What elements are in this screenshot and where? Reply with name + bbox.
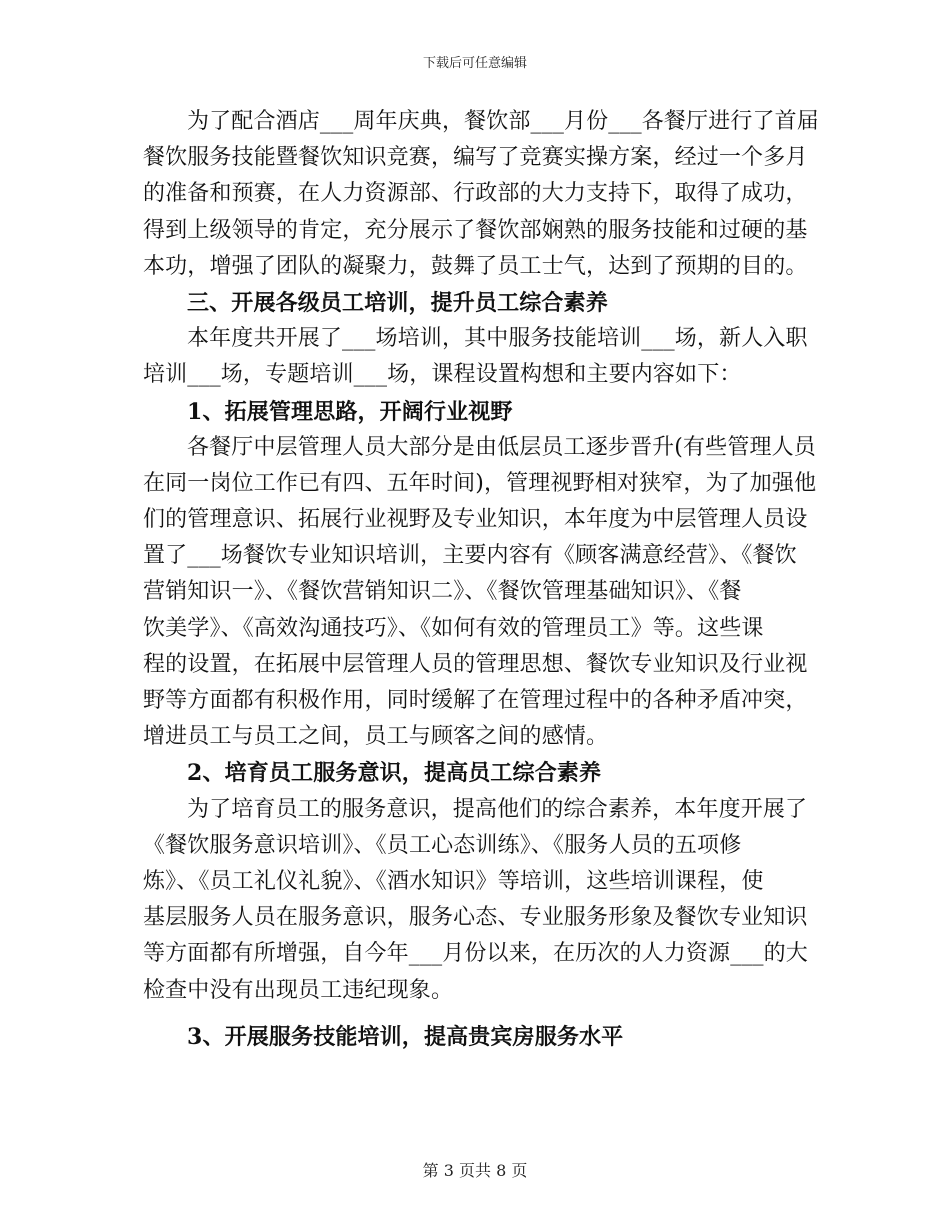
subsection-heading: 1、拓展管理思路，开阔行业视野 <box>187 398 513 425</box>
paragraph-line: 基层服务人员在服务意识，服务心态、专业服务形象及餐饮专业知识 <box>143 905 808 931</box>
paragraph-line: 增进员工与员工之间，员工与顾客之间的感情。 <box>143 724 609 750</box>
paragraph-line: 饮美学》、《高效沟通技巧》、《如何有效的管理员工》等。这些课 <box>143 615 764 641</box>
paragraph-line: 本功，增强了团队的凝聚力，鼓舞了员工士气，达到了预期的目的。 <box>143 253 808 279</box>
subsection-heading: 2、培育员工服务意识，提高员工综合素养 <box>187 760 602 787</box>
paragraph-line: 为了配合酒店___周年庆典，餐饮部___月份___各餐厅进行了首届 <box>187 109 819 134</box>
paragraph-line: 各餐厅中层管理人员大部分是由低层员工逐步晋升(有些管理人员 <box>187 434 816 460</box>
paragraph-line: 野等方面都有积极作用，同时缓解了在管理过程中的各种矛盾冲突， <box>143 688 808 713</box>
paragraph-line: 在同一岗位工作已有四、五年时间)，管理视野相对狭窄，为了加强他 <box>143 470 817 496</box>
page-footer: 第 3 页共 8 页 <box>422 1161 528 1180</box>
paragraph-gap <box>143 1009 809 1019</box>
subsection-heading: 3、开展服务技能培训，提高贵宾房服务水平 <box>187 1023 624 1050</box>
paragraph-line: 检查中没有出现员工违纪现象。 <box>143 977 454 1003</box>
paragraph-line: 置了___场餐饮专业知识培训，主要内容有《顾客满意经营》、《餐饮 <box>143 543 797 569</box>
document-body <box>143 104 819 1055</box>
paragraph-line: 的准备和预赛，在人力资源部、行政部的大力支持下，取得了成功， <box>143 181 808 207</box>
paragraph-line: 为了培育员工的服务意识，提高他们的综合素养，本年度开展了 <box>187 796 808 822</box>
page-header: 下载后可任意编辑 <box>422 56 527 71</box>
paragraph-line: 《餐饮服务意识培训》、《员工心态训练》、《服务人员的五项修 <box>143 832 742 858</box>
paragraph-line: 营销知识一》、《餐饮营销知识二》、《餐饮管理基础知识》、《餐 <box>143 579 742 605</box>
paragraph-line: 等方面都有所增强，自今年___月份以来，在历次的人力资源___的大 <box>143 941 808 967</box>
paragraph-line: 得到上级领导的肯定，充分展示了餐饮部娴熟的服务技能和过硬的基 <box>143 217 808 243</box>
paragraph-line: 炼》、《员工礼仪礼貌》、《酒水知识》等培训，这些培训课程，使 <box>143 868 764 894</box>
paragraph-line: 们的管理意识、拓展行业视野及专业知识，本年度为中层管理人员设 <box>143 507 808 533</box>
paragraph-line: 培训___场，专题培训___场，课程设置构想和主要内容如下： <box>143 362 742 388</box>
paragraph-line: 本年度共开展了___场培训，其中服务技能培训___场，新人入职 <box>187 326 808 352</box>
paragraph-line: 餐饮服务技能暨餐饮知识竞赛，编写了竞赛实操方案，经过一个多月 <box>143 145 808 171</box>
paragraph-line: 程的设置，在拓展中层管理人员的管理思想、餐饮专业知识及行业视 <box>143 651 808 677</box>
section-heading: 三、开展各级员工培训，提升员工综合素养 <box>187 289 608 316</box>
